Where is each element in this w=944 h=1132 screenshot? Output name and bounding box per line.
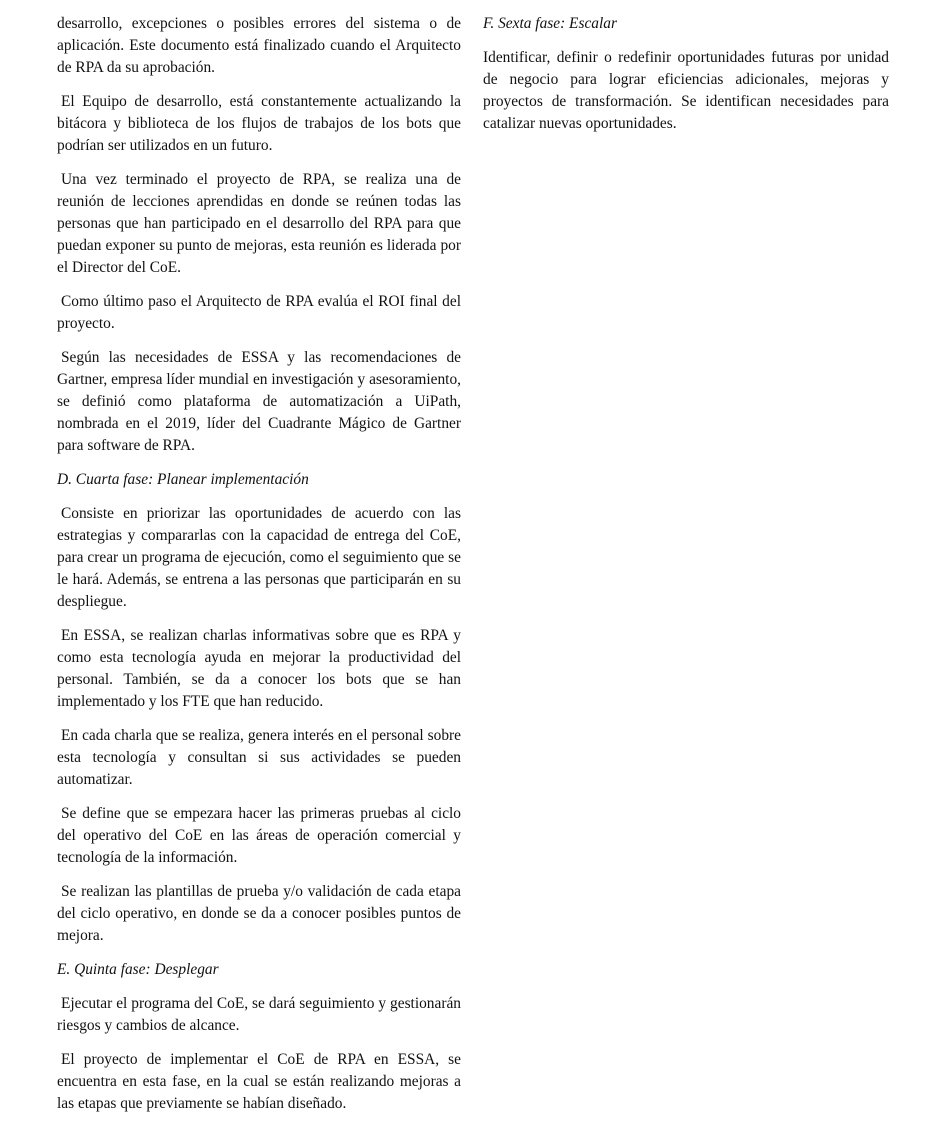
paragraph: Se define que se empezara hacer las primeras pruebas al ciclo del operativo del CoE en las áreas de operación comercial y tecnología de la información. (57, 805, 461, 866)
section-heading: D. Cuarta fase: Planear implementación (57, 471, 309, 488)
paragraph: El Equipo de desarrollo, está constantemente actualizando la bitácora y biblioteca de los flujos de trabajos de los bots que podrían ser utilizados en un futuro. (57, 93, 461, 154)
paragraph: Se realizan las plantillas de prueba y/o validación de cada etapa del ciclo operativo, en donde se da a conocer posibles puntos de mejora. (57, 883, 461, 944)
paragraph: Una vez terminado el proyecto de RPA, se realiza una de reunión de lecciones aprendidas en donde se reúnen todas las personas que han participado en el desarrollo del RPA para que puedan exponer su punto de mejoras, esta reunión es liderada por el Director del CoE. (57, 171, 461, 276)
paragraph: Identificar, definir o redefinir oportunidades futuras por unidad de negocio para lograr eficiencias adicionales, mejoras y proyectos de transformación. Se identifican necesidades para catalizar nuevas oportunidades. (483, 49, 889, 132)
paragraph: Como último paso el Arquitecto de RPA evalúa el ROI final del proyecto. (57, 293, 461, 332)
paragraph: desarrollo, excepciones o posibles errores del sistema o de aplicación. Este documento está finalizado cuando el Arquitecto de RPA da su aprobación. (57, 15, 461, 76)
paragraph: El proyecto de implementar el CoE de RPA en ESSA, se encuentra en esta fase, en la cual se están realizando mejoras a las etapas que previamente se habían diseñado. (57, 1051, 461, 1112)
paragraph: Ejecutar el programa del CoE, se dará seguimiento y gestionarán riesgos y cambios de alcance. (57, 995, 461, 1034)
right-column (483, 13, 889, 147)
section-heading: F. Sexta fase: Escalar (483, 15, 617, 32)
paragraph: Consiste en priorizar las oportunidades de acuerdo con las estrategias y compararlas con la capacidad de entrega del CoE, para crear un programa de ejecución, como el seguimiento que se le hará. Además, se entrena a las personas que participarán en su despliegue. (57, 505, 461, 610)
paragraph: Según las necesidades de ESSA y las recomendaciones de Gartner, empresa líder mundial en investigación y asesoramiento, se definió como plataforma de automatización a UiPath, nombrada en el 2019, líder del Cuadrante Mágico de Gartner para software de RPA. (57, 349, 461, 454)
left-column (57, 13, 461, 1127)
paragraph: En ESSA, se realizan charlas informativas sobre que es RPA y como esta tecnología ayuda en mejorar la productividad del personal. También, se da a conocer los bots que se han implementado y los FTE que han reducido. (57, 627, 461, 710)
paragraph: En cada charla que se realiza, genera interés en el personal sobre esta tecnología y consultan si sus actividades se pueden automatizar. (57, 727, 461, 788)
section-heading: E. Quinta fase: Desplegar (57, 961, 219, 978)
